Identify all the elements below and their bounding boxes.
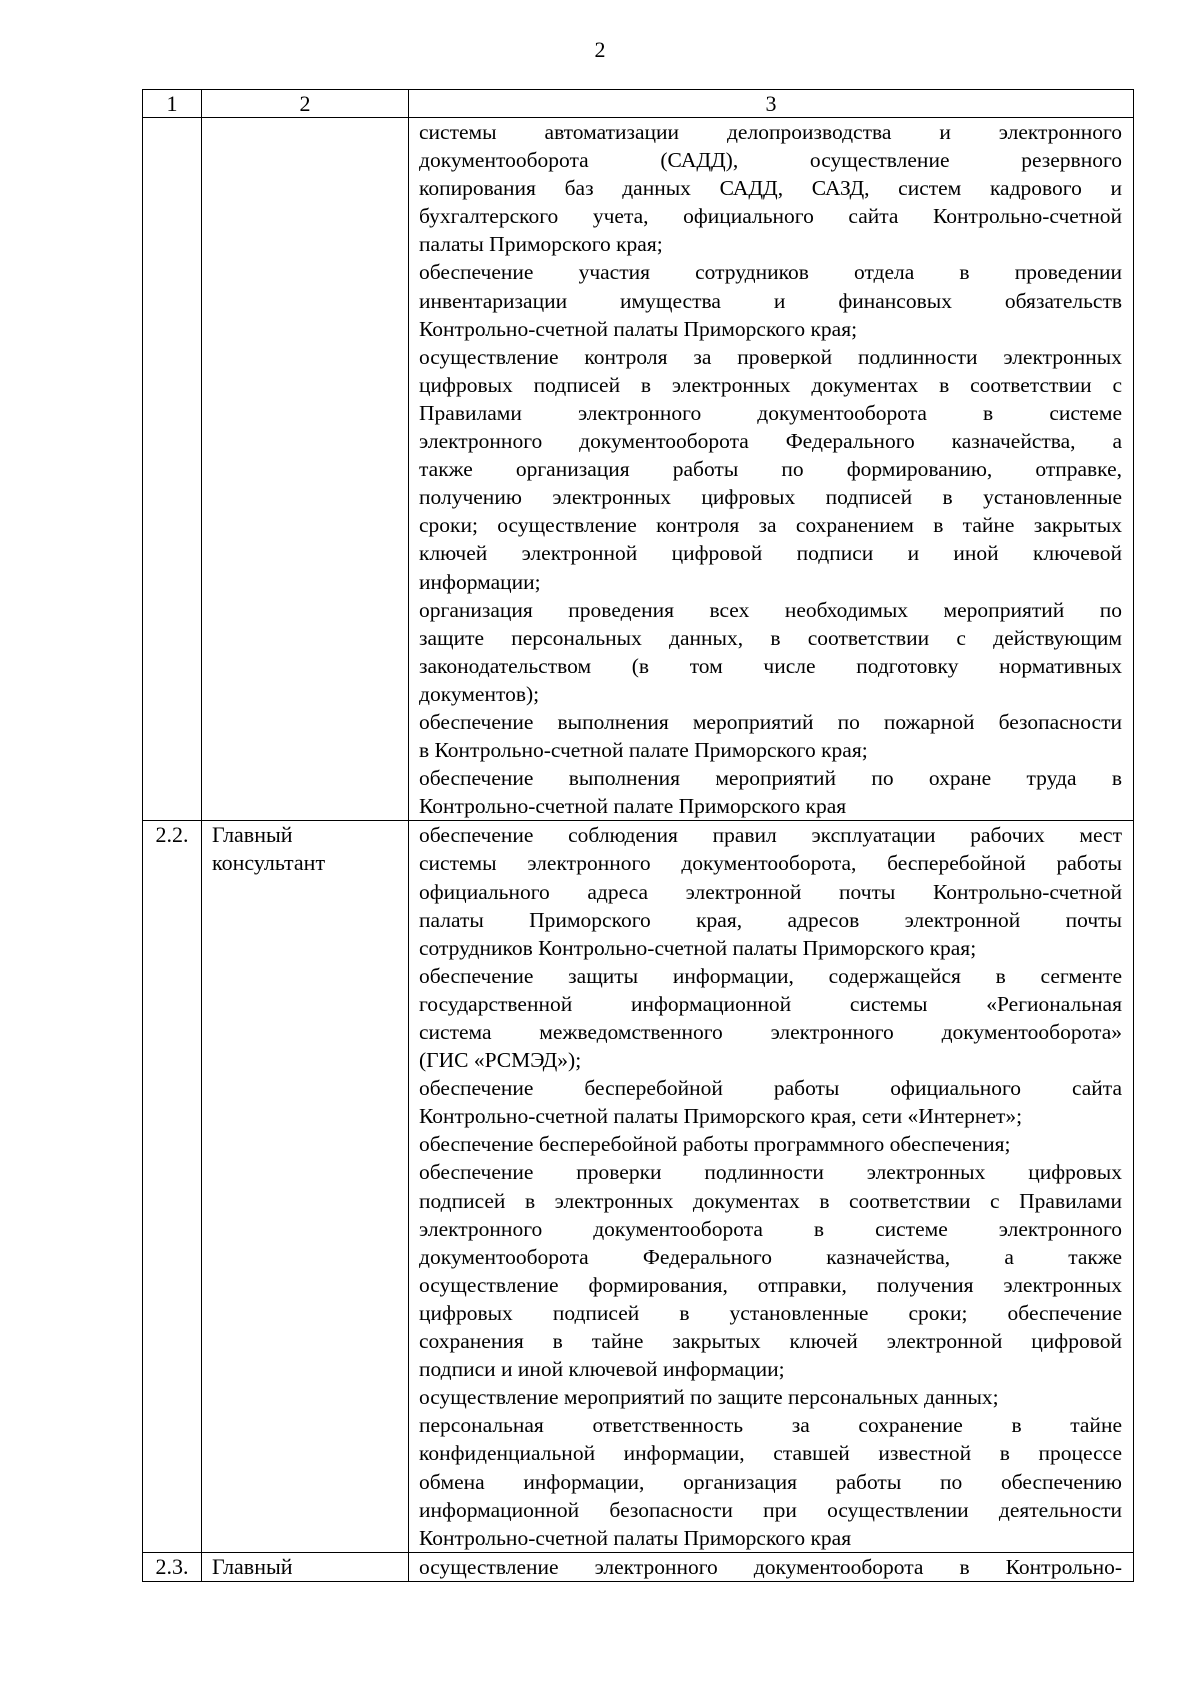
duty-text-line: обеспечение соблюдения правил эксплуатации рабочих мест <box>419 823 1122 848</box>
duty-text-line: подписей в электронных документах в соответствии с Правилами <box>419 1188 1122 1213</box>
table-row <box>143 821 1134 1552</box>
duty-text-line: конфиденциальной информации, ставшей известной в процессе <box>419 1441 1122 1466</box>
duty-text-line: документооборота Федерального казначейства, а также <box>419 1244 1122 1269</box>
duty-text-line: обеспечение выполнения мероприятий по охране труда в <box>419 766 1122 791</box>
duty-text-line: законодательством (в том числе подготовку нормативных <box>419 653 1122 678</box>
duties-cell <box>409 1552 1134 1581</box>
duty-text-line: обмена информации, организация работы по обеспечению <box>419 1469 1122 1494</box>
row-number: 2.3. <box>143 1552 202 1581</box>
column-header-2: 2 <box>202 90 409 118</box>
duty-text-line: системы электронного документооборота, бесперебойной работы <box>419 851 1122 876</box>
table-header-row <box>143 90 1134 118</box>
position-cell <box>202 821 409 1552</box>
duty-text-line: в Контрольно-счетной палате Приморского края; <box>419 738 868 763</box>
duty-text-line: системы автоматизации делопроизводства и электронного <box>419 120 1122 144</box>
duties-table <box>142 89 1134 1582</box>
duty-text-line: электронного документооборота Федерального казначейства, а <box>419 429 1122 454</box>
duty-text-line: инвентаризации имущества и финансовых обязательств <box>419 288 1122 313</box>
duty-text-line: получению электронных цифровых подписей в установленные <box>419 485 1122 510</box>
duty-text-line: информации; <box>419 569 541 594</box>
duty-text-line: информационной безопасности при осуществлении деятельности <box>419 1497 1122 1522</box>
duty-text-line: сохранения в тайне закрытых ключей электронной цифровой <box>419 1329 1122 1354</box>
duty-text-line: электронного документооборота в системе электронного <box>419 1216 1122 1241</box>
duty-text-line: система межведомственного электронного документооборота» <box>419 1020 1122 1044</box>
duty-text-line: обеспечение защиты информации, содержащейся в сегменте <box>419 963 1122 988</box>
table-row <box>143 118 1134 821</box>
column-header-3: 3 <box>409 90 1134 118</box>
duty-text-line: Контрольно-счетной палаты Приморского края <box>419 1525 852 1550</box>
duty-text-line: (ГИС «РСМЭД»); <box>419 1048 582 1073</box>
duty-text-line: обеспечение выполнения мероприятий по пожарной безопасности <box>419 709 1122 734</box>
duty-text-line: палаты Приморского края, адресов электронной почты <box>419 907 1122 932</box>
duties-cell <box>409 821 1134 1552</box>
row-number <box>143 118 202 821</box>
position-title-line: Главный <box>212 1553 293 1579</box>
duty-text-line: палаты Приморского края; <box>419 232 663 257</box>
duty-text-line: осуществление контроля за проверкой подлинности электронных <box>419 344 1122 369</box>
duty-text-line: документооборота (САДД), осуществление резервного <box>419 148 1122 173</box>
position-title-line: консультант <box>212 850 326 876</box>
duty-text-line: организация проведения всех необходимых мероприятий по <box>419 597 1122 622</box>
position-cell <box>202 118 409 821</box>
duty-text-line: ключей электронной цифровой подписи и иной ключевой <box>419 541 1122 566</box>
duty-text-line: обеспечение участия сотрудников отдела в проведении <box>419 260 1122 285</box>
duty-text-line: документов); <box>419 681 540 706</box>
duties-cell <box>409 118 1134 821</box>
duty-text-line: официального адреса электронной почты Контрольно-счетной <box>419 879 1122 904</box>
duty-text-line: цифровых подписей в электронных документах в соответствии с <box>419 372 1122 397</box>
row-number: 2.2. <box>143 821 202 1552</box>
position-cell <box>202 1552 409 1581</box>
duty-text-line: копирования баз данных САДД, САЗД, систем кадрового и <box>419 176 1122 201</box>
duty-text-line: подписи и иной ключевой информации; <box>419 1357 785 1382</box>
duty-text-line: осуществление электронного документооборота в Контрольно- <box>419 1554 1122 1579</box>
duty-text-line: Контрольно-счетной палаты Приморского края, сети «Интернет»; <box>419 1104 1023 1129</box>
duty-text-line: цифровых подписей в установленные сроки; обеспечение <box>419 1300 1122 1325</box>
page-number: 2 <box>594 37 606 62</box>
table-row <box>143 1552 1134 1581</box>
duty-text-line: Правилами электронного документооборота в системе <box>419 400 1122 425</box>
duty-text-line: осуществление формирования, отправки, получения электронных <box>419 1272 1122 1297</box>
duty-text-line: осуществление мероприятий по защите персональных данных; <box>419 1385 999 1410</box>
column-header-1: 1 <box>143 90 202 118</box>
duty-text-line: обеспечение бесперебойной работы официального сайта <box>419 1076 1122 1101</box>
duty-text-line: обеспечение проверки подлинности электронных цифровых <box>419 1160 1122 1185</box>
duty-text-line: персональная ответственность за сохранение в тайне <box>419 1413 1122 1438</box>
duty-text-line: Контрольно-счетной палате Приморского края <box>419 794 847 819</box>
duty-text-line: бухгалтерского учета, официального сайта Контрольно-счетной <box>419 204 1122 229</box>
duty-text-line: государственной информационной системы «Региональная <box>419 991 1122 1016</box>
duty-text-line: обеспечение бесперебойной работы программного обеспечения; <box>419 1132 1011 1157</box>
position-title-line: Главный <box>212 822 293 848</box>
duty-text-line: также организация работы по формированию, отправке, <box>419 457 1122 482</box>
duty-text-line: Контрольно-счетной палаты Приморского края; <box>419 316 858 341</box>
duty-text-line: сотрудников Контрольно-счетной палаты Приморского края; <box>419 935 977 960</box>
duty-text-line: сроки; осуществление контроля за сохранением в тайне закрытых <box>419 513 1122 538</box>
duty-text-line: защите персональных данных, в соответствии с действующим <box>419 625 1122 650</box>
